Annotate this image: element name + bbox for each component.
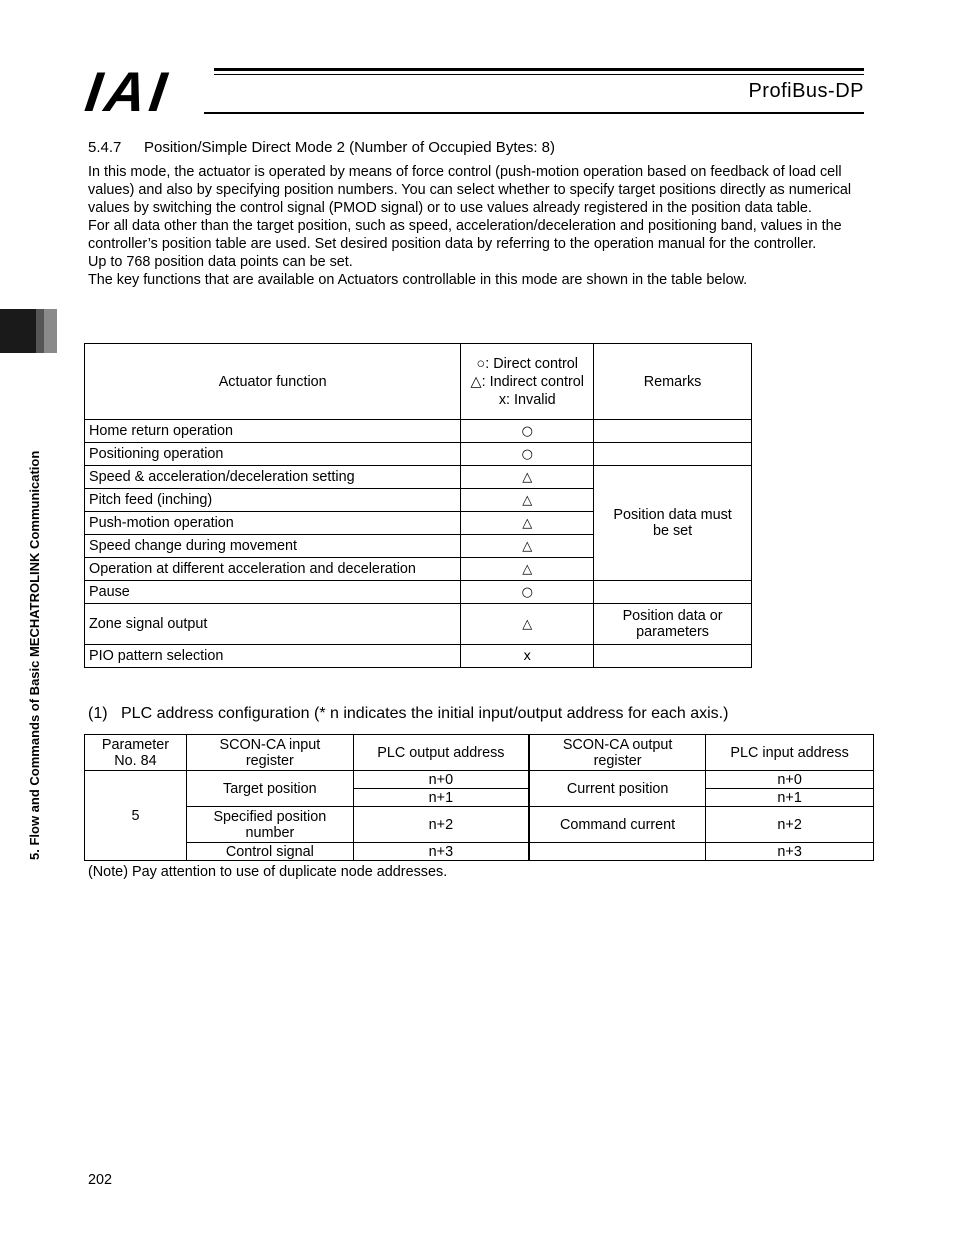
plc-output-cell: n+0 <box>353 771 529 789</box>
table-row <box>85 443 752 466</box>
remarks-cell <box>594 420 752 443</box>
function-cell: Speed & acceleration/deceleration setting <box>85 466 461 489</box>
function-cell: Pause <box>85 581 461 604</box>
paragraph: In this mode, the actuator is operated by means of force control (push-motion operation based on feedback of load cell values) and also by specifying position numbers. You can select whether to specify target positions directly as numerical values by switching the control signal (PMOD signal) or to use values already registered in the position data table. <box>88 164 852 216</box>
header-legend <box>461 344 594 420</box>
input-register-cell: Specified position number <box>186 807 353 843</box>
table-header-row <box>85 344 752 420</box>
paragraph: The key functions that are available on Actuators controllable in this mode are shown in the table below. <box>88 272 748 288</box>
remarks-cell: Position data or parameters <box>594 604 752 645</box>
plc-input-cell: n+3 <box>706 843 874 861</box>
function-cell: Positioning operation <box>85 443 461 466</box>
function-cell: Home return operation <box>85 420 461 443</box>
table-row <box>85 645 752 668</box>
plc-address-table <box>84 734 874 861</box>
chapter-tab-shade-2 <box>44 309 57 353</box>
remarks-cell <box>594 443 752 466</box>
plc-heading-number: (1) <box>88 705 108 722</box>
function-cell: Push-motion operation <box>85 512 461 535</box>
output-register-cell <box>529 843 706 861</box>
function-cell: Operation at different acceleration and deceleration <box>85 558 461 581</box>
legend-direct: ○: Direct control <box>476 355 578 372</box>
header-rule <box>214 68 864 71</box>
table-row <box>85 604 752 645</box>
section-heading <box>88 139 555 156</box>
table-header-row <box>85 735 874 771</box>
section-title: Position/Simple Direct Mode 2 (Number of Occupied Bytes: 8) <box>144 139 555 156</box>
page-number: 202 <box>88 1172 113 1188</box>
output-register-cell: Command current <box>529 807 706 843</box>
plc-input-cell: n+0 <box>706 771 874 789</box>
legend-indirect: △: Indirect control <box>470 373 584 390</box>
mark-cell: △ <box>461 466 594 489</box>
output-register-cell: Current position <box>529 771 706 807</box>
table-row <box>85 771 874 789</box>
plc-input-cell: n+2 <box>706 807 874 843</box>
product-name: ProfiBus-DP <box>748 80 864 102</box>
paragraph: For all data other than the target position, such as speed, acceleration/deceleration and positioning band, values in the controller’s position table are used. Set desired position data by referring to the operation manual for the controller. <box>88 218 842 252</box>
header-rule-bottom <box>204 112 864 114</box>
header-plc-output: PLC output address <box>353 735 529 771</box>
mark-cell: ○ <box>461 581 594 604</box>
parameter-value: 5 <box>85 771 187 861</box>
remarks-cell: Position data must be set <box>594 466 752 581</box>
plc-output-cell: n+1 <box>353 789 529 807</box>
plc-heading-text: PLC address configuration (* n indicates the initial input/output address for each axis.) <box>121 705 729 722</box>
chapter-tab <box>0 309 36 353</box>
intro-text <box>88 163 868 289</box>
mark-cell: x <box>461 645 594 668</box>
mark-cell: △ <box>461 604 594 645</box>
chapter-tab-shade-1 <box>36 309 44 353</box>
input-register-cell: Control signal <box>186 843 353 861</box>
plc-heading <box>88 705 728 723</box>
input-register-cell: Target position <box>186 771 353 807</box>
header-output-register: SCON-CA output register <box>529 735 706 771</box>
table-row <box>85 466 752 489</box>
mark-cell: △ <box>461 489 594 512</box>
mark-cell: △ <box>461 535 594 558</box>
chapter-side-label: 5. Flow and Commands of Basic MECHATROLINK Communication <box>27 450 42 860</box>
mark-cell: ○ <box>461 443 594 466</box>
remarks-cell <box>594 645 752 668</box>
section-number: 5.4.7 <box>88 139 122 156</box>
header-input-register: SCON-CA input register <box>186 735 353 771</box>
legend-invalid: x: Invalid <box>498 391 556 408</box>
header-rule-thin <box>214 74 864 75</box>
plc-note: (Note) Pay attention to use of duplicate node addresses. <box>88 864 448 880</box>
mark-cell: △ <box>461 558 594 581</box>
header-plc-input: PLC input address <box>706 735 874 771</box>
function-cell: PIO pattern selection <box>85 645 461 668</box>
plc-output-cell: n+2 <box>353 807 529 843</box>
iai-logo: IAI <box>81 60 175 123</box>
table-row <box>85 581 752 604</box>
mark-cell: △ <box>461 512 594 535</box>
function-cell: Speed change during movement <box>85 535 461 558</box>
header-parameter: Parameter No. 84 <box>85 735 187 771</box>
header-actuator-function: Actuator function <box>85 344 461 420</box>
plc-input-cell: n+1 <box>706 789 874 807</box>
table-row <box>85 843 874 861</box>
remarks-cell <box>594 581 752 604</box>
function-cell: Zone signal output <box>85 604 461 645</box>
actuator-function-table <box>84 343 752 668</box>
table-row <box>85 420 752 443</box>
header-remarks: Remarks <box>594 344 752 420</box>
table-row <box>85 807 874 843</box>
function-cell: Pitch feed (inching) <box>85 489 461 512</box>
mark-cell: ○ <box>461 420 594 443</box>
plc-output-cell: n+3 <box>353 843 529 861</box>
paragraph: Up to 768 position data points can be set. <box>88 254 353 270</box>
